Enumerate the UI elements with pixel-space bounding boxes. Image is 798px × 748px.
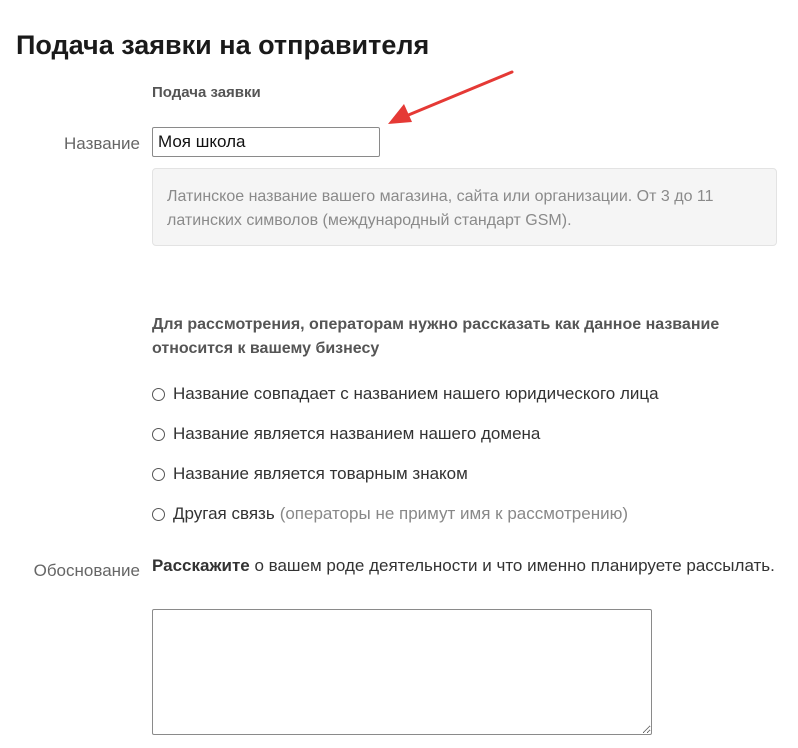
option-label: Название является товарным знаком xyxy=(173,464,468,483)
arrow-shaft xyxy=(406,72,512,116)
relation-option-other[interactable] xyxy=(152,504,628,524)
name-hint-text: Латинское название вашего магазина, сайта или организации. От 3 до 11 латинских символов (международный стандарт GSM). xyxy=(167,188,714,229)
option-label: Название совпадает с названием нашего юридического лица xyxy=(173,384,659,403)
arrow-head xyxy=(388,104,412,124)
relation-question: Для рассмотрения, операторам нужно рассказать как данное название относится к вашему бизнесу xyxy=(152,316,720,357)
radio-button[interactable] xyxy=(152,468,165,481)
justification-textarea[interactable] xyxy=(152,609,652,735)
name-label: Название xyxy=(64,134,140,153)
justification-label: Обоснование xyxy=(33,561,140,580)
radio-button[interactable] xyxy=(152,508,165,521)
option-note: (операторы не примут имя к рассмотрению) xyxy=(279,504,628,523)
radio-button[interactable] xyxy=(152,428,165,441)
justification-instructions-text: о вашем роде деятельности и что именно планируете рассылать. xyxy=(249,556,775,575)
option-label: Название является названием нашего домена xyxy=(173,424,541,443)
page-title: Подача заявки на отправителя xyxy=(16,30,430,60)
relation-option-trademark[interactable] xyxy=(152,464,468,484)
justification-instructions-bold: Расскажите xyxy=(152,556,250,575)
relation-option-domain[interactable] xyxy=(152,424,540,444)
relation-option-legal-entity[interactable] xyxy=(152,384,659,404)
name-hint-box xyxy=(152,168,777,246)
section-title: Подача заявки xyxy=(152,84,261,101)
option-label: Другая связь xyxy=(173,504,275,523)
justification-instructions xyxy=(152,553,782,579)
name-input[interactable] xyxy=(152,127,380,157)
annotation-arrow-icon xyxy=(380,66,520,130)
radio-button[interactable] xyxy=(152,388,165,401)
